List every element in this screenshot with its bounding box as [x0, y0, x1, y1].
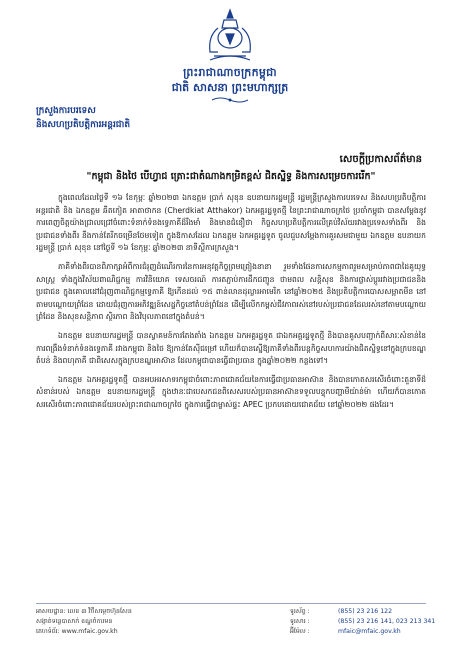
fax-value: (855) 23 216 141, 023 213 341 [337, 618, 436, 625]
body-paragraph: ឯកឧត្តម ឧបនាយករដ្ឋមន្ត្រី បានស្វាគមន៍ការតែងតាំង ឯកឧត្តម ឯកអគ្គរដ្ឋទូត ជាឯកអគ្គរដ្ឋទូតថ្មី និងបានគូសបញ្ជាក់ពីសារៈសំខាន់នៃការពង្រឹងទំនាក់ទំនងទ្វេភាគី រវាងកម្ពុជា និងថៃ ឱ្យកាន់តែស៊ីជម្រៅ ហើយក៏បានស្នើឱ្យភាគីទាំងពីរបន្តកិច្ចសហការយ៉ាងជិតស្និទ្ធនៅក្នុងក្របខណ្ឌតំបន់ និងពហុភាគី ជាពិសេសក្នុងក្របខណ្ឌអាស៊ាន ដែលកម្ពុជាបានធ្វើជាប្រធាន ក្នុងឆ្នាំ២០២២ កន្លងទៅ។ [36, 330, 426, 366]
document-headline: "កម្ពុជា និងថៃ បើហ្វាជ ត្រោះជាតំណាងកម្រិតខ្ពស់ ជិតស្និទ្ធ និងការសម្រេចការរើក" [86, 171, 376, 182]
footer-contacts [290, 607, 440, 637]
body-paragraph: ក្នុងពេលដែលថ្ងៃទី ១៦ ខែកុម្ភៈ ឆ្នាំ២០២៣ ឯកឧត្តម ប្រាក់ សុខុន ឧបនាយករដ្ឋមន្ត្រី រដ្ឋមន្ត្រីក្រសួងការបរទេស និងសហប្រតិបត្តិការអន្តរជាតិ និង ឯកឧត្តម ឆឺតកៀត អាតាថាកន (Cherdkiat Atthakor) ឯកអគ្គរដ្ឋទូតថ្មី នៃព្រះរាជាណាចក្រថៃ ប្រចាំកម្ពុជា បានសម្តែងនូវការពេញចិត្តយ៉ាងជ្រាលជ្រៅចំពោះទំនាក់ទំនងទ្វេភាគីដ៏រឹងមាំ និងមានជំនឿថា កិច្ចសហប្រតិបត្តិការលើគ្រប់វិស័យរវាងប្រទេសទាំងពីរ និងប្រជាជនទាំងពីរ នឹងកាន់តែរីកចម្រើនថែមទៀត ក្នុងឱកាសដែល ឯកឧត្តម ឯកអគ្គរដ្ឋទូត ចូលជួបសម្តែងការគួរសមជាមួយ ឯកឧត្តម ឧបនាយករដ្ឋមន្ត្រី ប្រាក់ សុខុន នៅថ្ងៃទី ១៦ ខែកុម្ភៈ ឆ្នាំ២០២៣ នាទីស្តីការក្រសួង។ [36, 193, 426, 253]
fax-row [290, 617, 440, 627]
email-value: mfaic@mfaic.gov.kh [337, 628, 401, 635]
email-row [290, 627, 440, 637]
document-type-label: សេចក្តីប្រកាសព័ត៌មាន [339, 154, 422, 165]
ministry-name [36, 104, 206, 132]
website-line: គេហទំព័រ: www.mfaic.gov.kh [36, 628, 118, 635]
ornament-divider-icon [210, 96, 250, 104]
ministry-name-line2: និងសហប្រតិបត្តិការអន្តរជាតិ [36, 120, 131, 130]
phone-row [290, 607, 440, 617]
address-line: អាសយដ្ឋាន: លេខ ៣ វិថីសម្តេចហ៊ុនសែន [36, 608, 132, 615]
footer-divider [36, 603, 426, 604]
kingdom-motto: ជាតិ សាសនា ព្រះមហាក្សត្រ [171, 81, 289, 94]
body-paragraph: ភាគីទាំងពីរបានពិភាក្សាអំពីការជំរុញដំណើរការនៃការអនុវត្តកិច្ចព្រមព្រៀងនានា រួមទាំងផែនការសកម្មភាពរួមសម្រាប់ភាពជាដៃគូយុទ្ធសាស្ត្រ ទាំងក្នុងវិស័យពាណិជ្ជកម្ម ការវិនិយោគ ទេសចរណ៍ ការតភ្ជាប់ការដឹកជញ្ជូន ថាមពល សន្តិសុខ និងការផ្លាស់ប្តូររវាងប្រជាជននិងប្រជាជន ក្នុងគោលដៅជំរុញពាណិជ្ជកម្មទ្វេភាគី ឱ្យកើនដល់ ១៥ ពាន់លានដុល្លារអាមេរិក នៅឆ្នាំ២០២៥ និងប្រតិបត្តិការបោសសម្អាតមីន នៅតាមបណ្តោយព្រំដែន ដោយជំរុញការអភិវឌ្ឍន៍សេដ្ឋកិច្ចនៅតំបន់ព្រំដែន ដើម្បីលើកកម្ពស់ជីវភាពរស់នៅរបស់ប្រជាជនដែលរស់នៅតាមបណ្តោយព្រំដែន និងសុខសន្តិភាព ស្ថិរភាព និងវិបុលភាពនៅក្នុងតំបន់។ [36, 261, 426, 322]
fax-label: ទូរសារ : [290, 618, 310, 625]
footer-address [36, 607, 266, 637]
document-body [36, 192, 426, 418]
phone-value: (855) 23 216 122 [337, 608, 393, 615]
address-line: សង្កាត់ទន្លេបាសាក់ ខណ្ឌចំការមន [36, 618, 113, 625]
body-paragraph: ឯកឧត្តម ឯកអគ្គរដ្ឋទូតថ្មី បានអបអរសាទរកម្ពុជាចំពោះភាពជោគជ័យនៃការធ្វើជាប្រធានអាស៊ាន និងបានកោតសរសើរចំពោះតួនាទីដ៏សំខាន់របស់ ឯកឧត្តម ឧបនាយករដ្ឋមន្ត្រី ក្នុងឋានៈជាបេសកជនពិសេសរបស់ប្រធានអាស៊ានទទួលបន្ទុកបញ្ហាមីយ៉ាន់ម៉ា ហើយក៏បានកោតសរសើរចំពោះភាពជោគជ័យរបស់ព្រះរាជាណាចក្រថៃ ក្នុងការធ្វើជាម្ចាស់ផ្ទះ APEC ប្រកបដោយជោគជ័យ នៅឆ្នាំ២០២២ ផងដែរ។ [36, 374, 426, 409]
royal-emblem-icon [200, 6, 260, 64]
kingdom-title: ព្រះរាជាណាចក្រកម្ពុជា [183, 66, 277, 79]
email-label: អ៊ីម៉ែល : [290, 628, 310, 635]
ministry-name-line1: ក្រសួងការបរទេស [36, 106, 96, 116]
phone-label: ទូរស័ព្ទ : [290, 608, 310, 615]
